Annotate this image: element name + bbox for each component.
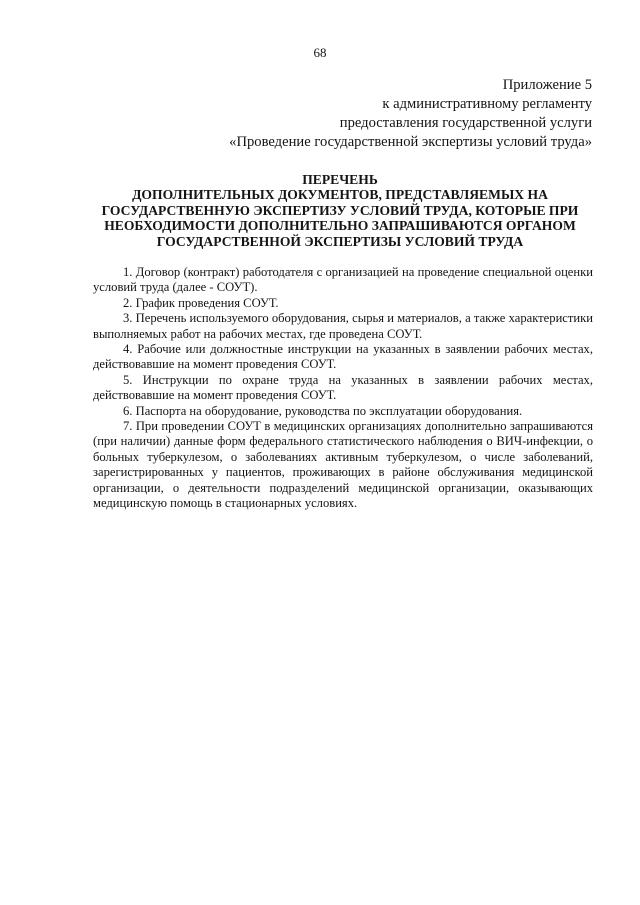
title-line-2: ДОПОЛНИТЕЛЬНЫХ ДОКУМЕНТОВ, ПРЕДСТАВЛЯЕМЫХ НА	[132, 187, 548, 203]
list-item: 2. График проведения СОУТ.	[123, 295, 279, 310]
appendix-number: Приложение 5	[502, 77, 592, 93]
list-item: 4. Рабочие или должностные инструкции на указанных в заявлении рабочих местах, действовавшие на момент проведения СОУТ.	[93, 342, 593, 372]
list-item: 5. Инструкции по охране труда на указанных в заявлении рабочих местах, действовавшие на момент проведения СОУТ.	[93, 372, 593, 403]
documents-list	[93, 265, 593, 512]
title-line-5: ГОСУДАРСТВЕННОЙ ЭКСПЕРТИЗЫ УСЛОВИЙ ТРУДА	[156, 233, 524, 249]
title-line-3: ГОСУДАРСТВЕННУЮ ЭКСПЕРТИЗУ УСЛОВИЙ ТРУДА, КОТОРЫЕ ПРИ	[101, 202, 579, 218]
document-title	[100, 172, 580, 249]
title-line-4: НЕОБХОДИМОСТИ ДОПОЛНИТЕЛЬНО ЗАПРАШИВАЮТСЯ ОРГАНОМ	[104, 218, 576, 234]
list-item: 6. Паспорта на оборудование, руководства по эксплуатации оборудования.	[123, 403, 523, 418]
page-number: 68	[313, 45, 327, 60]
list-item: 1. Договор (контракт) работодателя с организацией на проведение специальной оценки условий труда (далее - СОУТ).	[93, 265, 593, 295]
appendix-header	[172, 76, 592, 152]
title-line-1: ПЕРЕЧЕНЬ	[302, 172, 378, 187]
appendix-service-name: «Проведение государственной экспертизы условий труда»	[229, 134, 592, 150]
list-item: 7. При проведении СОУТ в медицинских организациях дополнительно запрашиваются (при наличии) данные форм федерального статистического наблюдения о ВИЧ-инфекции, о больных туберкулезом, о заболеваниях активным туберкулезом, о числе заболеваний, зарегистрированных у пациентов, проживающих в районе обслуживания медицинской организации, о деятельности подразделений медицинской организации, оказывающих медицинскую помощь в стационарных условиях.	[93, 419, 593, 511]
appendix-regulation-ref: к административному регламенту	[382, 96, 592, 112]
list-item: 3. Перечень используемого оборудования, сырья и материалов, а также характеристики выполняемых работ на рабочих местах, где проведена СОУТ.	[93, 311, 593, 341]
appendix-service-ref: предоставления государственной услуги	[339, 115, 592, 131]
